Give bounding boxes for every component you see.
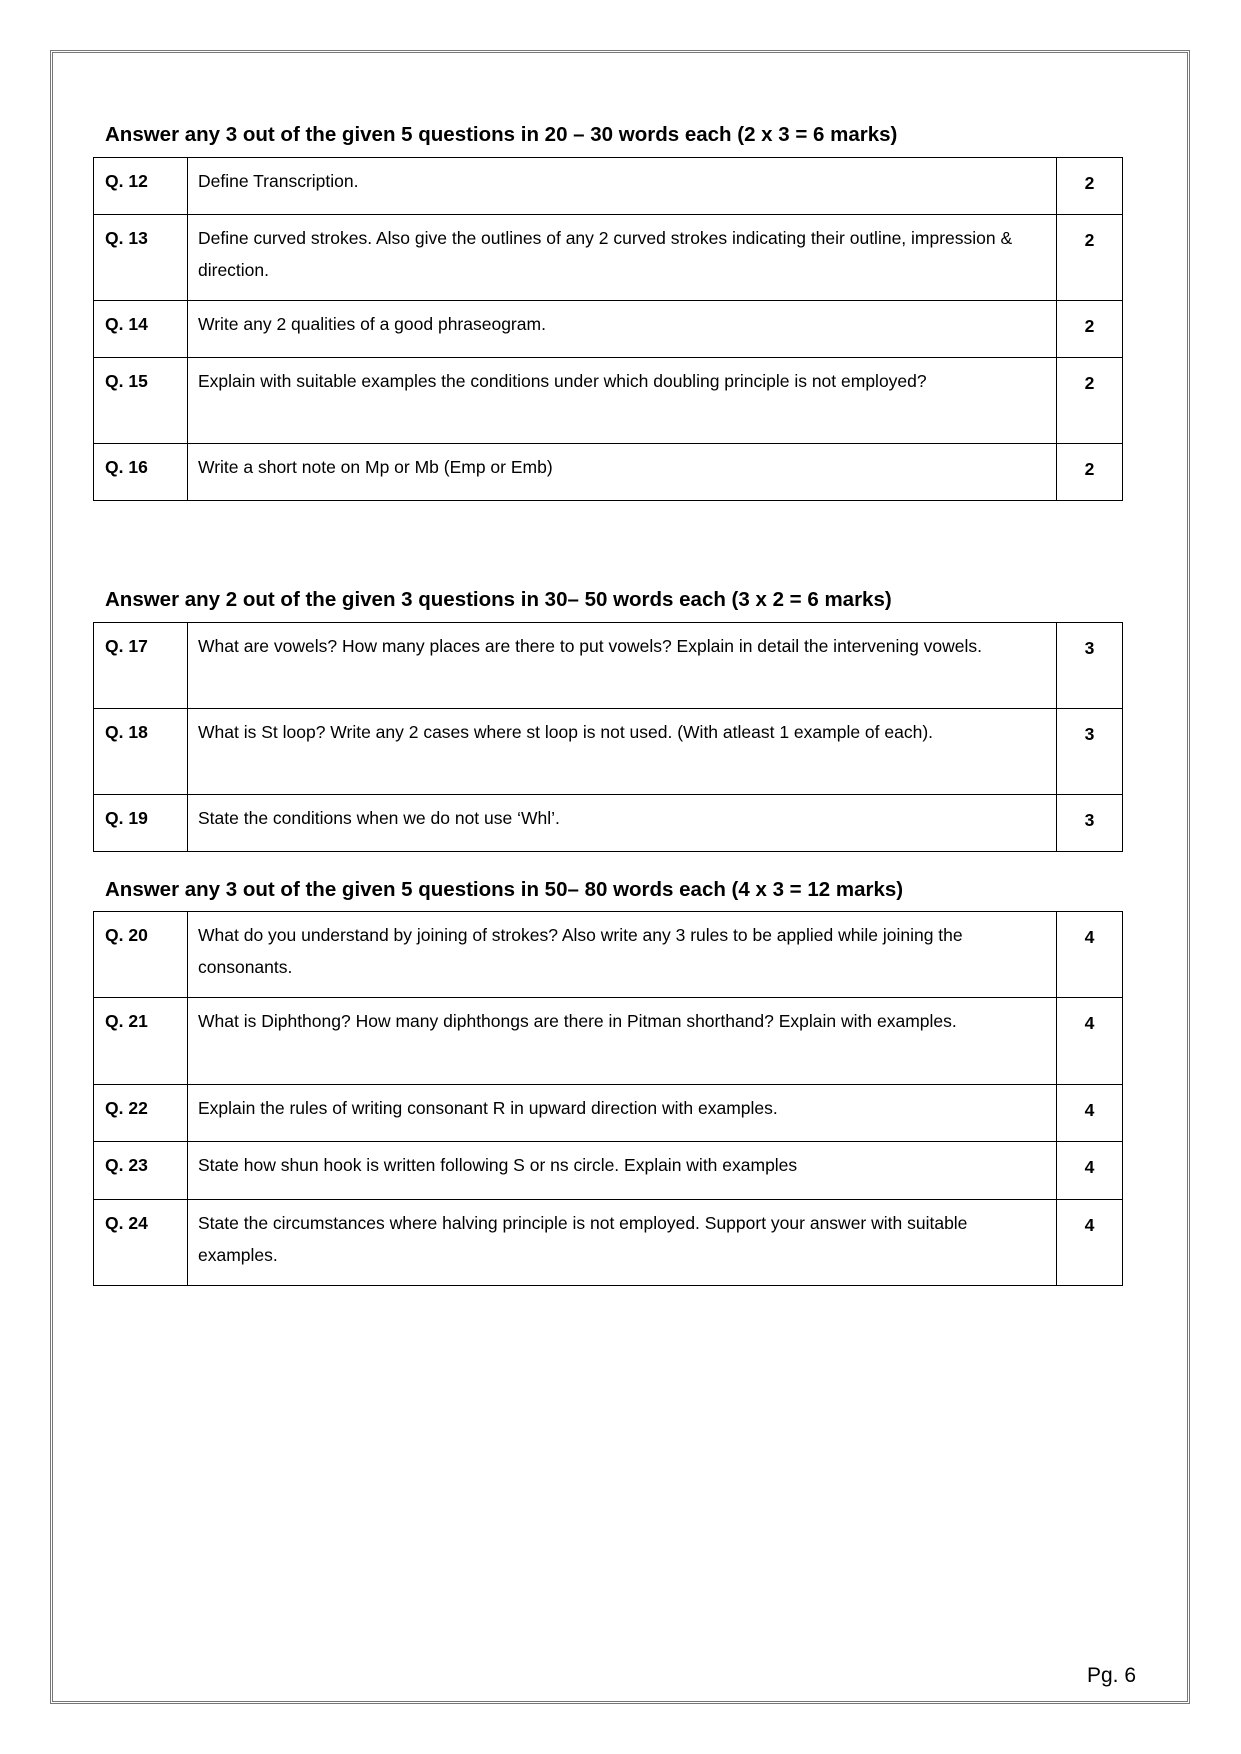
question-text: What do you understand by joining of strokes? Also write any 3 rules to be applied while joining the consonants. <box>188 912 1057 998</box>
question-text: What are vowels? How many places are there to put vowels? Explain in detail the intervening vowels. <box>188 623 1057 709</box>
question-marks: 2 <box>1057 301 1123 358</box>
table-row <box>94 912 1123 998</box>
question-number: Q. 18 <box>94 709 188 795</box>
question-text: Write a short note on Mp or Mb (Emp or Emb) <box>188 444 1057 501</box>
question-marks: 4 <box>1057 1200 1123 1286</box>
question-text: Define Transcription. <box>188 158 1057 215</box>
question-number: Q. 24 <box>94 1200 188 1286</box>
question-number: Q. 19 <box>94 795 188 852</box>
question-number: Q. 22 <box>94 1085 188 1142</box>
question-text: Explain with suitable examples the conditions under which doubling principle is not employed? <box>188 358 1057 444</box>
question-text: State the circumstances where halving principle is not employed. Support your answer with suitable examples. <box>188 1200 1057 1286</box>
question-number: Q. 20 <box>94 912 188 998</box>
page-number: Pg. 6 <box>1087 1664 1137 1687</box>
question-number: Q. 15 <box>94 358 188 444</box>
table-row <box>94 1085 1123 1142</box>
question-number: Q. 17 <box>94 623 188 709</box>
table-row <box>94 358 1123 444</box>
table-row <box>94 795 1123 852</box>
question-text: Explain the rules of writing consonant R in upward direction with examples. <box>188 1085 1057 1142</box>
question-number: Q. 21 <box>94 998 188 1085</box>
question-text: State the conditions when we do not use ‘Whl’. <box>188 795 1057 852</box>
question-table <box>93 622 1123 852</box>
table-row <box>94 444 1123 501</box>
question-marks: 3 <box>1057 709 1123 795</box>
question-marks: 3 <box>1057 795 1123 852</box>
table-row <box>94 709 1123 795</box>
table-row <box>94 623 1123 709</box>
question-number: Q. 13 <box>94 215 188 301</box>
section-heading: Answer any 3 out of the given 5 questions in 20 – 30 words each (2 x 3 = 6 marks) <box>105 123 898 146</box>
question-marks: 2 <box>1057 215 1123 301</box>
table-row <box>94 998 1123 1085</box>
question-text: Define curved strokes. Also give the outlines of any 2 curved strokes indicating their outline, impression & direction. <box>188 215 1057 301</box>
question-table <box>93 911 1123 1286</box>
question-number: Q. 12 <box>94 158 188 215</box>
table-row <box>94 215 1123 301</box>
question-text: What is Diphthong? How many diphthongs are there in Pitman shorthand? Explain with examples. <box>188 998 1057 1085</box>
question-marks: 2 <box>1057 444 1123 501</box>
question-marks: 4 <box>1057 1142 1123 1200</box>
question-text: What is St loop? Write any 2 cases where st loop is not used. (With atleast 1 example of each). <box>188 709 1057 795</box>
question-marks: 4 <box>1057 912 1123 998</box>
question-number: Q. 23 <box>94 1142 188 1200</box>
table-row <box>94 1200 1123 1286</box>
question-number: Q. 16 <box>94 444 188 501</box>
section-heading: Answer any 3 out of the given 5 questions in 50– 80 words each (4 x 3 = 12 marks) <box>105 878 904 901</box>
question-number: Q. 14 <box>94 301 188 358</box>
question-marks: 3 <box>1057 623 1123 709</box>
question-marks: 2 <box>1057 358 1123 444</box>
section-heading: Answer any 2 out of the given 3 questions in 30– 50 words each (3 x 2 = 6 marks) <box>105 588 892 611</box>
table-row <box>94 158 1123 215</box>
table-row <box>94 301 1123 358</box>
question-text: State how shun hook is written following S or ns circle. Explain with examples <box>188 1142 1057 1200</box>
question-marks: 4 <box>1057 998 1123 1085</box>
question-table <box>93 157 1123 501</box>
table-row <box>94 1142 1123 1200</box>
question-text: Write any 2 qualities of a good phraseogram. <box>188 301 1057 358</box>
question-marks: 2 <box>1057 158 1123 215</box>
question-marks: 4 <box>1057 1085 1123 1142</box>
